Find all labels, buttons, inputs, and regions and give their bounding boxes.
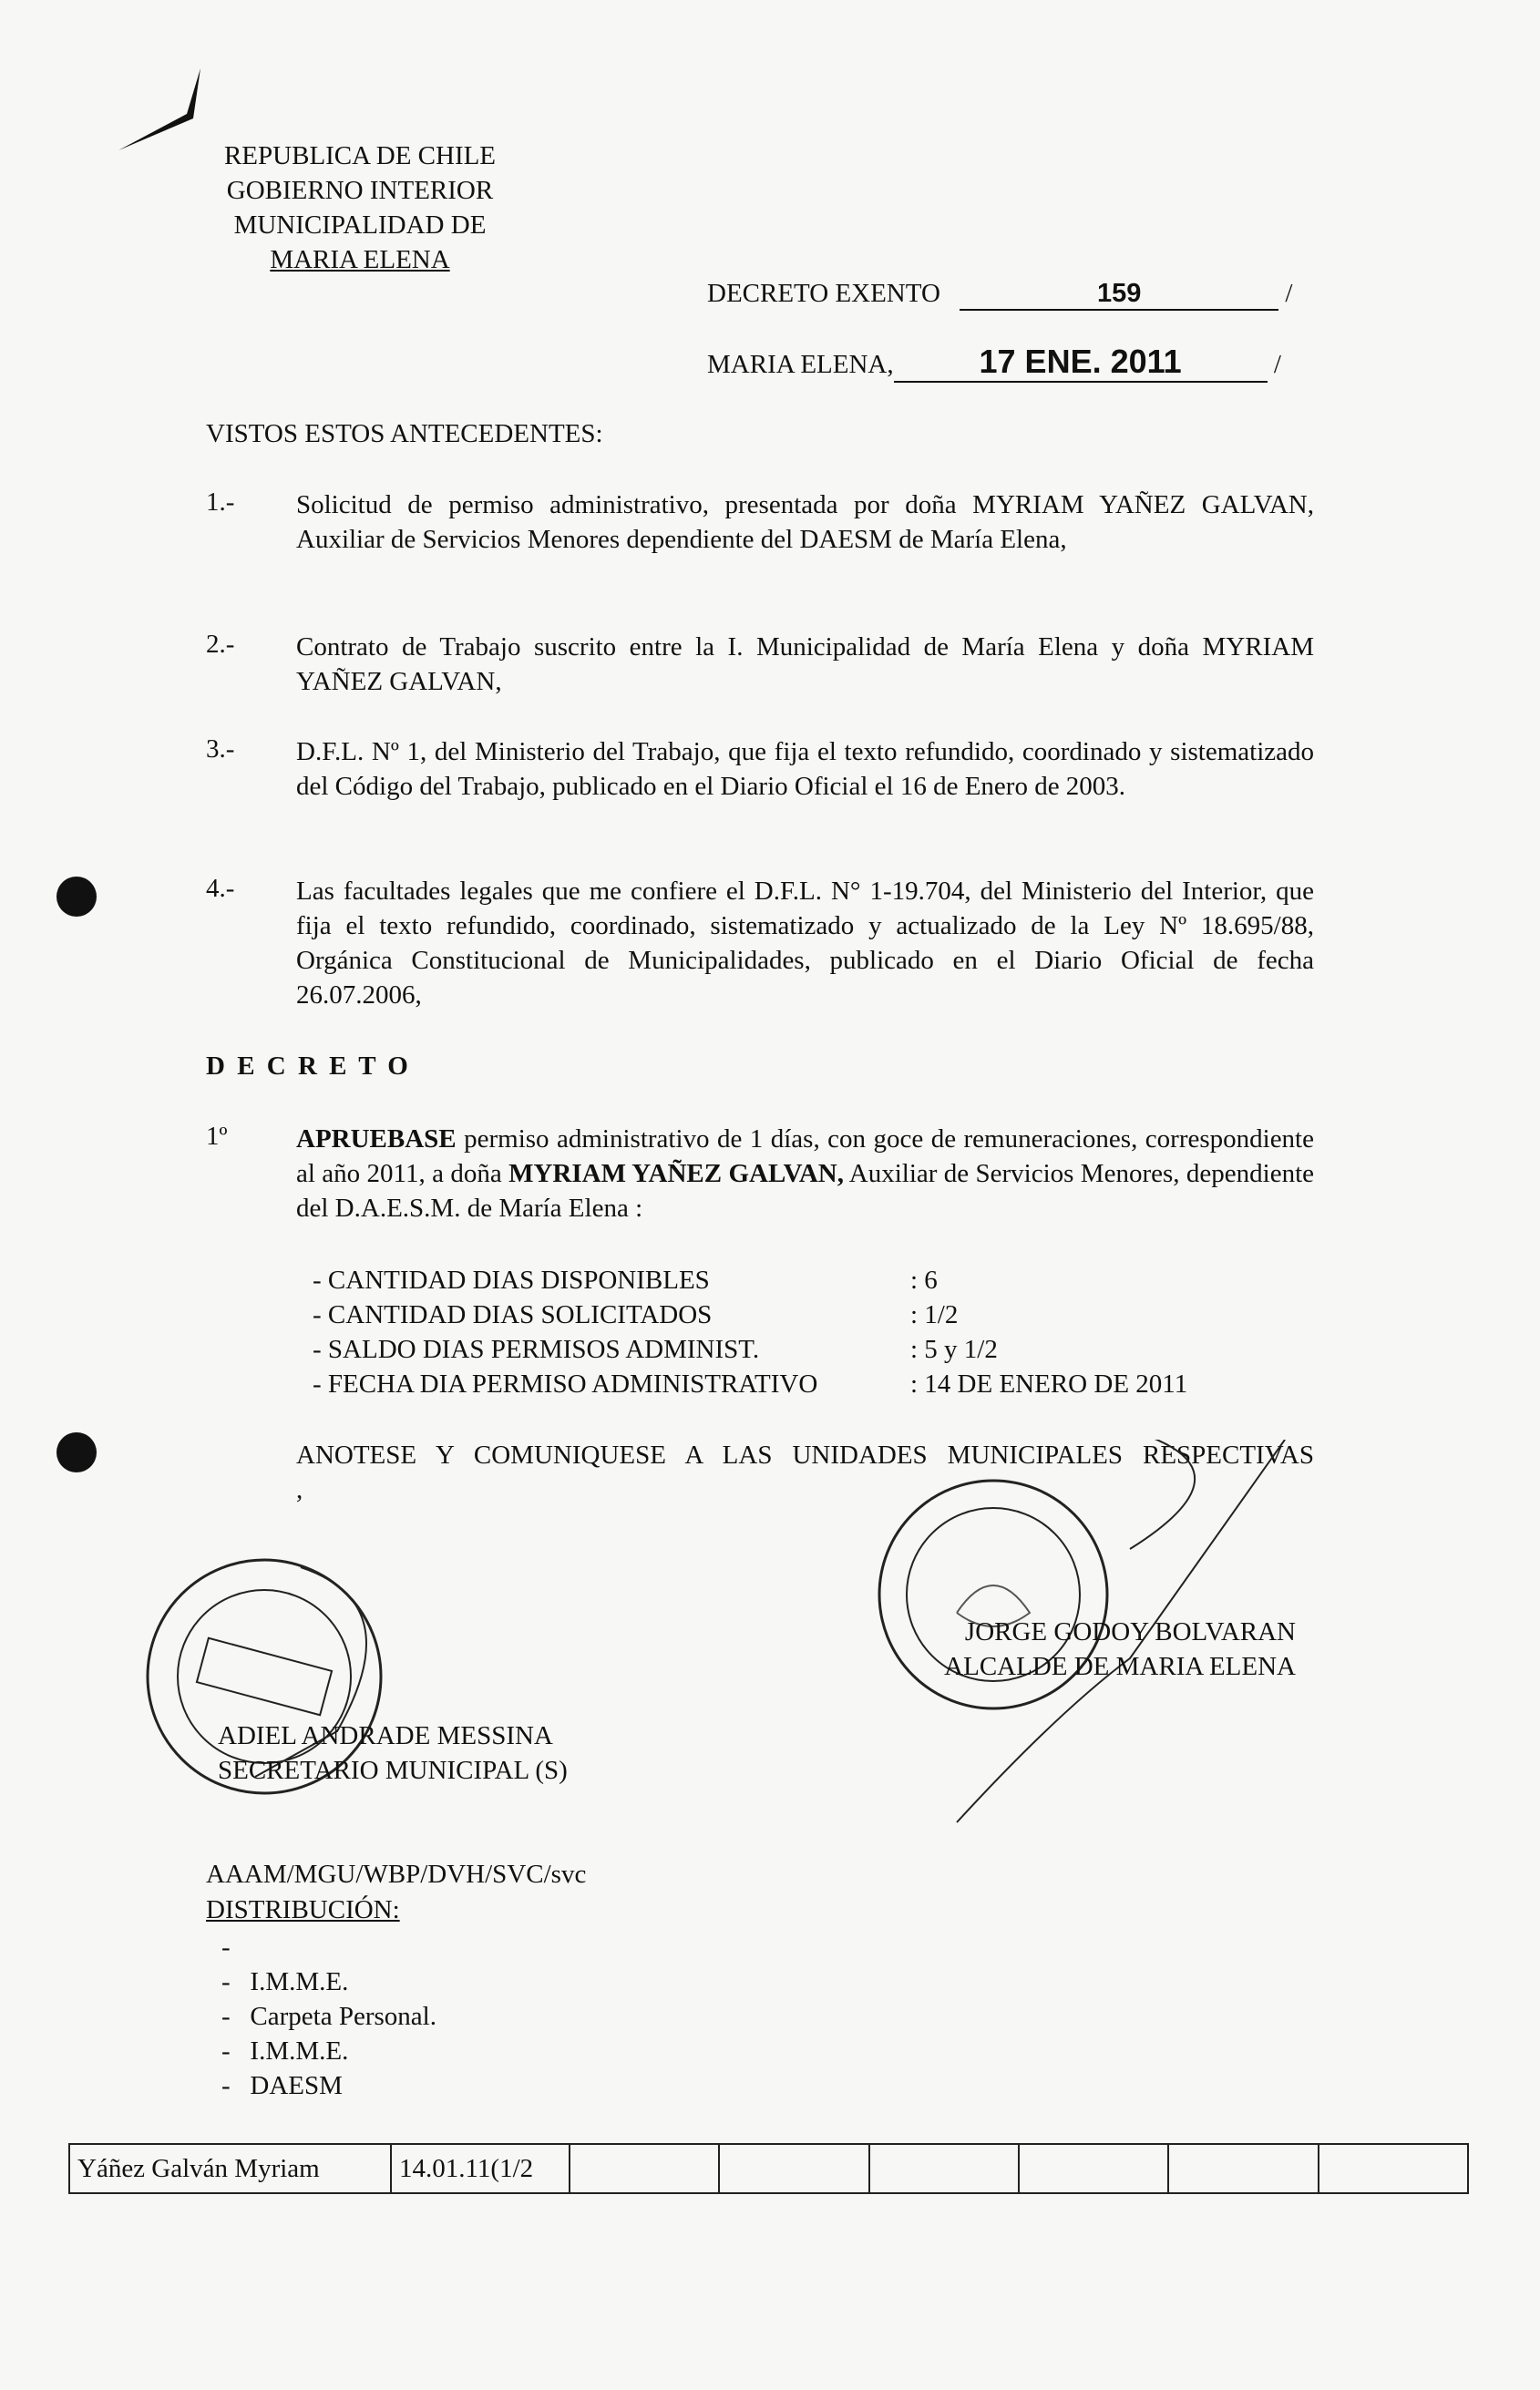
employee-name: MYRIAM YAÑEZ GALVAN, xyxy=(508,1159,844,1188)
distribution-title: DISTRIBUCIÓN: xyxy=(206,1895,400,1924)
decree-number: 159 xyxy=(960,279,1278,311)
distribution-item: - I.M.M.E. xyxy=(221,1967,349,1996)
vistos-title: VISTOS ESTOS ANTECEDENTES: xyxy=(206,419,603,448)
decreto-title: D E C R E T O xyxy=(206,1051,411,1081)
detail-value: : 14 DE ENERO DE 2011 xyxy=(910,1369,1188,1399)
table-cell xyxy=(1319,2144,1468,2193)
distribution-item: - xyxy=(221,1933,231,1962)
mayor-name: JORGE GODOY BOLVARAN xyxy=(964,1617,1296,1646)
table-cell xyxy=(1019,2144,1168,2193)
distribution-text: Carpeta Personal. xyxy=(250,2002,436,2031)
vistos-item: Contrato de Trabajo suscrito entre la I. Municipalidad de María Elena y doña MYRIAM YAÑEZ GALVAN, xyxy=(296,632,1314,696)
article-text: permiso administrativo de 1 días, con goce de remuneraciones, correspondiente al año 2011, a doña xyxy=(296,1124,1314,1188)
secretary-title: SECRETARIO MUNICIPAL (S) xyxy=(218,1756,568,1785)
detail-value: : 6 xyxy=(910,1266,938,1295)
header-line: REPUBLICA DE CHILE xyxy=(223,141,497,170)
vistos-item: Las facultades legales que me confiere el D.F.L. N° 1-19.704, del Ministerio del Interior, que fija el texto refundido, coordinado, sistematizado y actualizado de la Ley Nº 18.695/88, Orgánica Constitucional de Municipalidades, publicado en el Diario Oficial de fecha 26.07.2006, xyxy=(296,877,1314,1010)
distribution-text: I.M.M.E. xyxy=(250,2036,349,2066)
issuer-header xyxy=(191,138,529,277)
table-cell xyxy=(719,2144,868,2193)
item-number: 1º xyxy=(206,1122,228,1151)
initials: AAAM/MGU/WBP/DVH/SVC/svc xyxy=(206,1860,587,1889)
detail-label: - FECHA DIA PERMISO ADMINISTRATIVO xyxy=(313,1369,818,1399)
header-line: MARIA ELENA xyxy=(270,245,450,274)
table-cell xyxy=(869,2144,1019,2193)
decreto-article xyxy=(296,1122,1314,1226)
vistos-item: Solicitud de permiso administrativo, presentada por doña MYRIAM YAÑEZ GALVAN, Auxiliar de Servicios Menores dependiente del DAESM de María Elena, xyxy=(296,490,1314,554)
detail-label: - CANTIDAD DIAS SOLICITADOS xyxy=(313,1300,713,1329)
place-label: MARIA ELENA, xyxy=(707,350,894,379)
decree-date-row: MARIA ELENA, 17 ENE. 2011 / xyxy=(707,343,1281,383)
table-cell: 14.01.11(1/2 xyxy=(391,2144,570,2193)
header-line: MUNICIPALIDAD DE xyxy=(233,210,487,240)
mayor-signature-block xyxy=(922,1615,1296,1684)
detail-value: : 5 y 1/2 xyxy=(910,1335,998,1364)
header-line: GOBIERNO INTERIOR xyxy=(226,176,494,205)
table-cell xyxy=(1168,2144,1318,2193)
distribution-item: - DAESM xyxy=(221,2071,343,2100)
detail-label: - SALDO DIAS PERMISOS ADMINIST. xyxy=(313,1335,760,1364)
distribution-text: I.M.M.E. xyxy=(250,1967,349,1996)
item-number: 4.- xyxy=(206,874,235,903)
distribution-item: - I.M.M.E. xyxy=(221,2036,349,2066)
secretary-name: ADIEL ANDRADE MESSINA xyxy=(218,1721,553,1750)
approve-word: APRUEBASE xyxy=(296,1124,457,1154)
distribution-list xyxy=(221,1930,436,2103)
decree-label: DECRETO EXENTO xyxy=(707,279,940,308)
detail-value: : 1/2 xyxy=(910,1300,959,1329)
punch-hole xyxy=(56,877,97,917)
decree-date: 17 ENE. 2011 xyxy=(894,343,1268,383)
distribution-item: - Carpeta Personal. xyxy=(221,2002,436,2031)
details-values xyxy=(910,1263,1187,1401)
item-number: 3.- xyxy=(206,734,235,764)
punch-hole xyxy=(56,1432,97,1472)
vistos-item: D.F.L. Nº 1, del Ministerio del Trabajo, que fija el texto refundido, coordinado y sistematizado del Código del Trabajo, publicado en el Diario Oficial el 16 de Enero de 2003. xyxy=(296,737,1314,801)
closing-text: ANOTESE Y COMUNIQUESE A LAS UNIDADES MUNICIPALES RESPECTIVAS , xyxy=(296,1441,1314,1504)
distribution-text: DAESM xyxy=(250,2071,343,2100)
decree-number-row: DECRETO EXENTO 159 / xyxy=(707,279,1292,311)
secretary-signature-block xyxy=(218,1718,568,1788)
item-number: 2.- xyxy=(206,630,235,659)
details-list xyxy=(313,1263,817,1401)
item-number: 1.- xyxy=(206,487,235,517)
footer-table xyxy=(68,2143,1469,2194)
table-cell: Yáñez Galván Myriam xyxy=(69,2144,391,2193)
article-text: Auxiliar de Servicios Menores, dependiente del D.A.E.S.M. de María Elena : xyxy=(296,1159,1315,1223)
table-cell xyxy=(570,2144,719,2193)
mayor-title: ALCALDE DE MARIA ELENA xyxy=(944,1652,1296,1681)
detail-label: - CANTIDAD DIAS DISPONIBLES xyxy=(313,1266,710,1295)
